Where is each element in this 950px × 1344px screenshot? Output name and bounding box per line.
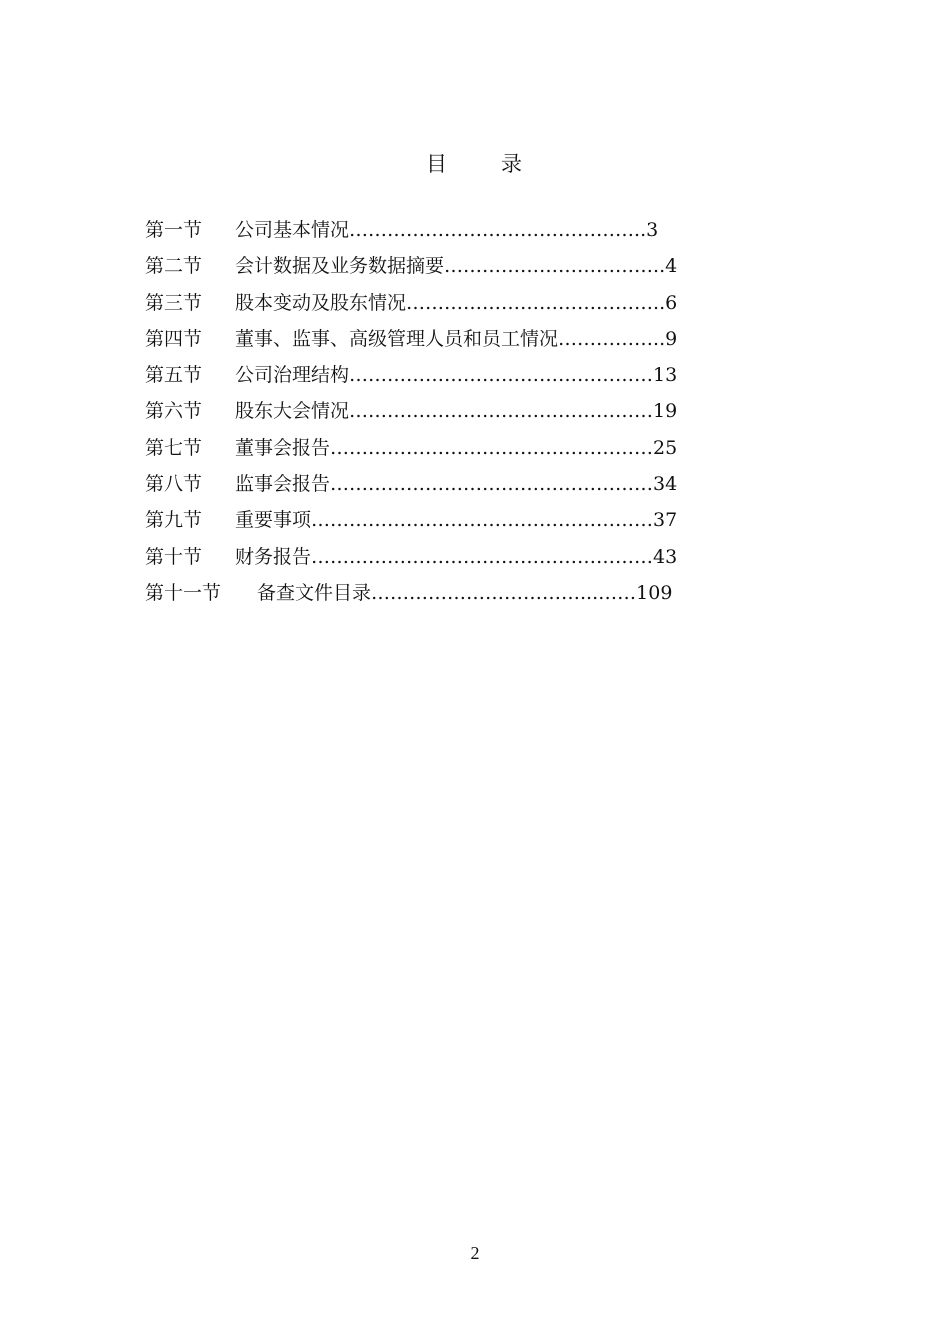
- toc-section-title: 董事、监事、高级管理人员和员工情况: [235, 327, 559, 350]
- toc-section-label: 第八节: [145, 473, 203, 496]
- toc-entry-section-2[interactable]: [145, 248, 750, 284]
- toc-page-number: 19: [653, 400, 678, 423]
- toc-section-label: 第五节: [145, 364, 203, 387]
- toc-page-number: 13: [653, 364, 678, 387]
- toc-entry-section-9[interactable]: [145, 502, 750, 538]
- toc-section-label: 第十节: [145, 545, 203, 568]
- toc-section-title: 财务报告: [235, 545, 312, 568]
- toc-section-label: 第七节: [145, 436, 203, 459]
- toc-page-number: .9: [659, 327, 678, 350]
- toc-leader-dots: ………………………………………………: [311, 545, 654, 568]
- toc-section-title: 会计数据及业务数据摘要: [235, 255, 445, 278]
- toc-entry-section-3[interactable]: [145, 285, 750, 321]
- toc-section-label: 第三节: [145, 291, 203, 314]
- toc-entry-section-1[interactable]: [145, 212, 750, 248]
- toc-section-title: 公司基本情况: [235, 219, 350, 241]
- toc-leader-dots: …………….: [558, 327, 660, 350]
- toc-leader-dots: ………………………………….: [406, 291, 660, 314]
- toc-leader-dots: ……………………………………………: [330, 473, 654, 496]
- toc-leader-dots: ……………………………………….: [349, 219, 641, 241]
- toc-leader-dots: …………………………………………: [349, 400, 654, 423]
- toc-entry-section-11[interactable]: [145, 575, 750, 611]
- toc-section-title: 公司治理结构: [235, 364, 350, 387]
- toc-section-label: 第六节: [145, 400, 203, 423]
- toc-section-title: 重要事项: [235, 509, 312, 532]
- table-of-contents: [145, 212, 750, 611]
- toc-section-label: 第一节: [145, 219, 203, 241]
- toc-page-number: .3: [640, 219, 659, 241]
- toc-section-title: 董事会报告: [235, 436, 331, 459]
- toc-page-number: 37: [653, 509, 678, 532]
- toc-entry-section-7[interactable]: [145, 430, 750, 466]
- toc-page-number: 109: [636, 581, 673, 604]
- toc-entry-section-6[interactable]: [145, 393, 750, 429]
- toc-leader-dots: ……………………………………………: [330, 436, 654, 459]
- title-char-1: 目: [426, 152, 449, 176]
- toc-section-title: 监事会报告: [235, 473, 331, 496]
- toc-leader-dots: ……………………………...……: [371, 581, 637, 604]
- toc-entry-section-4[interactable]: [145, 321, 750, 357]
- toc-page-number: .6: [659, 291, 678, 314]
- toc-section-title: 备查文件目录: [257, 581, 372, 604]
- toc-section-title: 股东大会情况: [235, 400, 350, 423]
- page-number: 2: [470, 1243, 480, 1263]
- title-char-2: 录: [501, 152, 524, 176]
- toc-leader-dots: …………………………………………: [349, 364, 654, 387]
- toc-page-number: 43: [653, 545, 678, 568]
- toc-section-label: 第二节: [145, 255, 203, 278]
- toc-entry-section-10[interactable]: [145, 539, 750, 575]
- page-title: [0, 148, 950, 178]
- toc-section-label: 第九节: [145, 509, 203, 532]
- toc-page-number: .4: [659, 255, 678, 278]
- toc-section-label: 第十一节: [145, 581, 222, 604]
- toc-section-title: 股本变动及股东情况: [235, 291, 407, 314]
- toc-leader-dots: ………………………………………………: [311, 509, 654, 532]
- toc-page-number: 25: [653, 436, 678, 459]
- toc-entry-section-8[interactable]: [145, 466, 750, 502]
- toc-page-number: 34: [653, 473, 678, 496]
- toc-section-label: 第四节: [145, 327, 203, 350]
- toc-leader-dots: …………………………….: [444, 255, 660, 278]
- toc-entry-section-5[interactable]: [145, 357, 750, 393]
